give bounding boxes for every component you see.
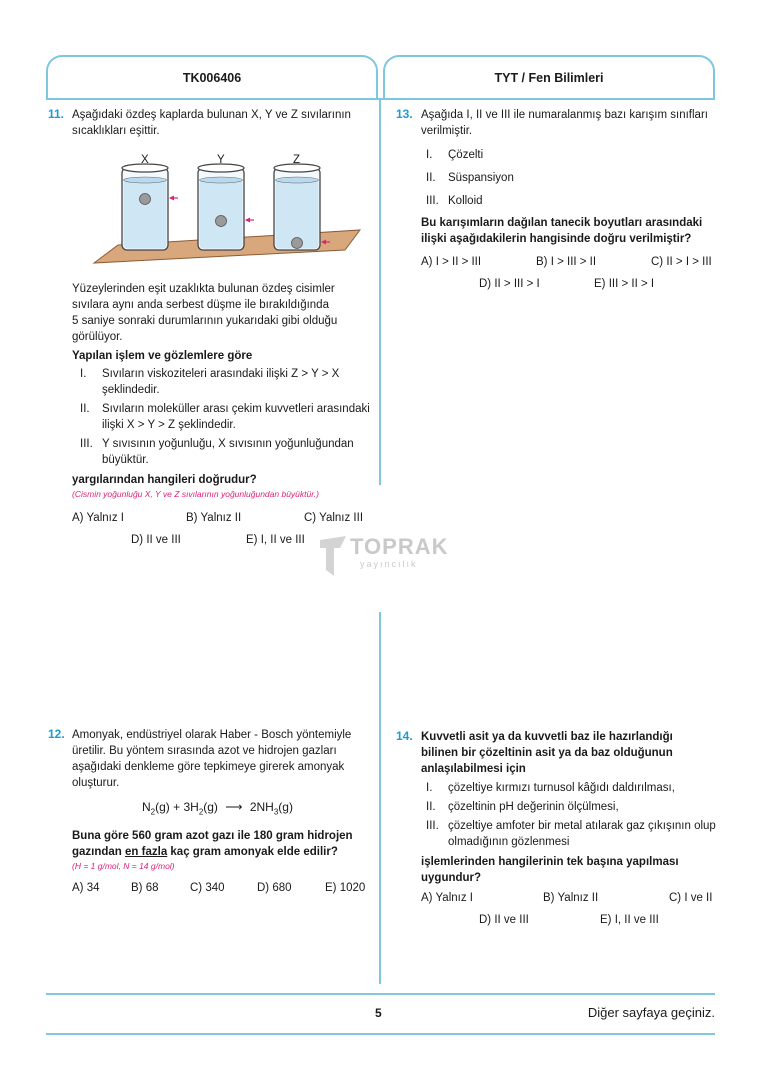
item-text: Kolloid [448, 195, 483, 207]
roman-numeral: II. [426, 801, 436, 813]
eq-text: 2NH [249, 800, 274, 814]
item-text: Çözelti [448, 149, 484, 161]
q12-option-c[interactable]: C) 340 [190, 882, 225, 894]
page-number: 5 [375, 1006, 382, 1020]
roman-numeral: III. [426, 820, 439, 832]
roman-numeral: I. [426, 782, 433, 794]
roman-numeral: I. [80, 368, 87, 380]
q14-option-c[interactable]: C) I ve II [669, 892, 713, 904]
q11-body-line-3: 5 saniye sonraki durumlarının yukarıdaki gibi olduğu [72, 315, 338, 327]
statement-text: büyüktür. [102, 454, 149, 466]
question-12-number: 12. [48, 727, 65, 741]
q11-body-line-2: sıvılara aynı anda serbest düşme ile bırakıldığında [72, 299, 329, 311]
q11-body-line-4: görülüyor. [72, 331, 123, 343]
eq-text: (g) [278, 800, 293, 814]
eq-sub: 2 [198, 807, 204, 817]
q12-option-e[interactable]: E) 1020 [325, 882, 366, 894]
q13-item-3 [426, 193, 721, 209]
eq-sub: 3 [273, 807, 279, 817]
q14-item-1 [426, 780, 721, 796]
publisher-watermark [318, 530, 448, 580]
question-12-body [72, 727, 372, 872]
statement-text: Sıvıların viskoziteleri arasındaki ilişki Z > Y > X [102, 368, 340, 380]
q14-item-2 [426, 799, 721, 815]
q11-body-line-1: Yüzeylerinden eşit uzaklıkta bulunan özdeş cisimler [72, 283, 335, 295]
question-11-intro [72, 107, 372, 139]
label-x: X [141, 154, 149, 166]
question-14-body [421, 729, 721, 886]
q14-line-3: anlaşılabilmesi için [421, 763, 526, 775]
roman-numeral: II. [426, 172, 436, 184]
q12-line-2: üretilir. Bu yöntem sırasında azot ve hidrojen gazları [72, 745, 337, 757]
header-left-box [46, 55, 378, 99]
q13-line-2: verilmiştir. [421, 125, 473, 137]
statement-text: ilişki X > Y > Z şeklindedir. [102, 419, 236, 431]
statement-text: şeklindedir. [102, 384, 160, 396]
eq-sub: 2 [150, 807, 156, 817]
label-z: Z [293, 154, 301, 166]
q12-line-1: Amonyak, endüstriyel olarak Haber - Bosch yöntemiyle [72, 729, 352, 741]
q12-question-line-2 [72, 844, 372, 860]
watermark-sub: yayıncılık [360, 559, 418, 569]
roman-numeral: III. [426, 195, 439, 207]
column-divider-top [379, 100, 381, 485]
eq-text: N [142, 800, 151, 814]
eq-text: (g) [203, 800, 218, 814]
question-11-number: 11. [48, 107, 65, 121]
q13-item-1 [426, 147, 721, 163]
header-right-box [383, 55, 715, 99]
q11-question: yargılarından hangileri doğrudur? [72, 474, 257, 486]
q12-line-4: oluşturur. [72, 777, 120, 789]
q14-line-1: Kuvvetli asit ya da kuvvetli baz ile hazırlandığı [421, 731, 673, 743]
booklet-code: TK006406 [182, 71, 242, 85]
q12-question-line-1: Buna göre 560 gram azot gazı ile 180 gram hidrojen [72, 830, 353, 843]
q14-option-a[interactable]: A) Yalnız I [421, 892, 473, 904]
q13-option-e[interactable]: E) III > II > I [594, 278, 655, 290]
q11-option-e[interactable]: E) I, II ve III [246, 534, 305, 546]
q14-option-b[interactable]: B) Yalnız II [543, 892, 599, 904]
item-text: çözeltiye kırmızı turnusol kâğıdı daldırılması, [448, 782, 675, 794]
q11-option-c[interactable]: C) Yalnız III [304, 512, 364, 524]
q14-question-line-2: uygundur? [421, 872, 482, 884]
q14-question-line-1: işlemlerinden hangilerinin tek başına yapılması [421, 856, 679, 868]
q13-question-line-1: Bu karışımların dağılan tanecik boyutları arasındaki [421, 217, 703, 229]
q11-option-a[interactable]: A) Yalnız I [72, 512, 124, 524]
q13-option-b[interactable]: B) I > III > II [536, 256, 597, 268]
item-text: olmadığının gözlenmesi [448, 836, 570, 848]
q14-option-e[interactable]: E) I, II ve III [600, 914, 659, 926]
q14-item-3 [426, 818, 721, 850]
watermark-name: TOPRAK [350, 534, 449, 559]
q13-option-c[interactable]: C) II > I > III [651, 256, 712, 268]
roman-numeral: III. [80, 438, 93, 450]
q11-intro-line-2: sıcaklıkları eşittir. [72, 125, 160, 137]
q12-option-b[interactable]: B) 68 [131, 882, 159, 894]
footer-bottom-line [46, 1033, 715, 1035]
q11-option-b[interactable]: B) Yalnız II [186, 512, 242, 524]
q12-q2-end: kaç gram amonyak elde edilir? [167, 846, 338, 859]
q13-option-a[interactable]: A) I > II > III [421, 256, 482, 268]
object-z [292, 238, 303, 249]
reaction-arrow-icon: ⟶ [225, 800, 243, 814]
item-text: çözeltiye amfoter bir metal atılarak gaz çıkışının olup [448, 820, 716, 832]
question-13-number: 13. [396, 107, 413, 121]
question-13-body [421, 107, 721, 247]
item-text: çözeltinin pH değerinin ölçülmesi, [448, 801, 619, 813]
next-page-note: Diğer sayfaya geçiniz. [587, 1005, 715, 1020]
q13-option-d[interactable]: D) II > III > I [479, 278, 540, 290]
statement-text: Y sıvısının yoğunluğu, X sıvısının yoğunluğundan [102, 438, 354, 450]
object-x [140, 194, 151, 205]
q14-option-d[interactable]: D) II ve III [479, 914, 529, 926]
question-11-body [72, 281, 372, 500]
label-y: Y [217, 154, 225, 166]
item-text: Süspansiyon [448, 172, 514, 184]
q11-option-d[interactable]: D) II ve III [131, 534, 181, 546]
column-divider-bottom [379, 612, 381, 984]
q11-statement-3 [80, 436, 372, 468]
q12-q2-start: gazından [72, 846, 126, 859]
q12-underlined: en fazla [125, 846, 168, 859]
roman-numeral: I. [426, 149, 433, 161]
q12-line-3: aşağıdaki denkleme göre tepkimeye girerek amonyak [72, 761, 345, 773]
q11-intro-line-1: Aşağıdaki özdeş kaplarda bulunan X, Y ve Z sıvılarının [72, 109, 351, 121]
q13-item-2 [426, 170, 721, 186]
footer-top-line [46, 993, 715, 995]
q11-lead: Yapılan işlem ve gözlemlere göre [72, 350, 253, 362]
q11-note: (Cismin yoğunluğu X, Y ve Z sıvılarının yoğunluğundan büyüktür.) [72, 489, 319, 499]
object-y [216, 216, 227, 227]
q12-option-d[interactable]: D) 680 [257, 882, 292, 894]
roman-numeral: II. [80, 403, 90, 415]
q12-option-a[interactable]: A) 34 [72, 882, 100, 894]
q13-line-1: Aşağıda I, II ve III ile numaralanmış bazı karışım sınıfları [421, 109, 708, 121]
q11-statement-1 [80, 366, 372, 398]
q13-question-line-2: ilişki aşağıdakilerin hangisinde doğru verilmiştir? [421, 233, 692, 245]
q11-statement-2 [80, 401, 372, 433]
beaker-x [122, 164, 178, 250]
q12-equation [142, 799, 372, 820]
question-14-number: 14. [396, 729, 413, 743]
q14-line-2: bilinen bir çözeltinin asit ya da baz olduğunun [421, 747, 673, 759]
q12-note: (H = 1 g/mol, N = 14 g/mol) [72, 861, 175, 872]
watermark-logo-icon [318, 534, 348, 578]
q11-beakers-figure [90, 150, 370, 265]
statement-text: Sıvıların moleküller arası çekim kuvvetleri arasındaki [102, 403, 370, 415]
section-title: TYT / Fen Bilimleri [494, 71, 604, 85]
eq-text: (g) + 3H [155, 800, 199, 814]
